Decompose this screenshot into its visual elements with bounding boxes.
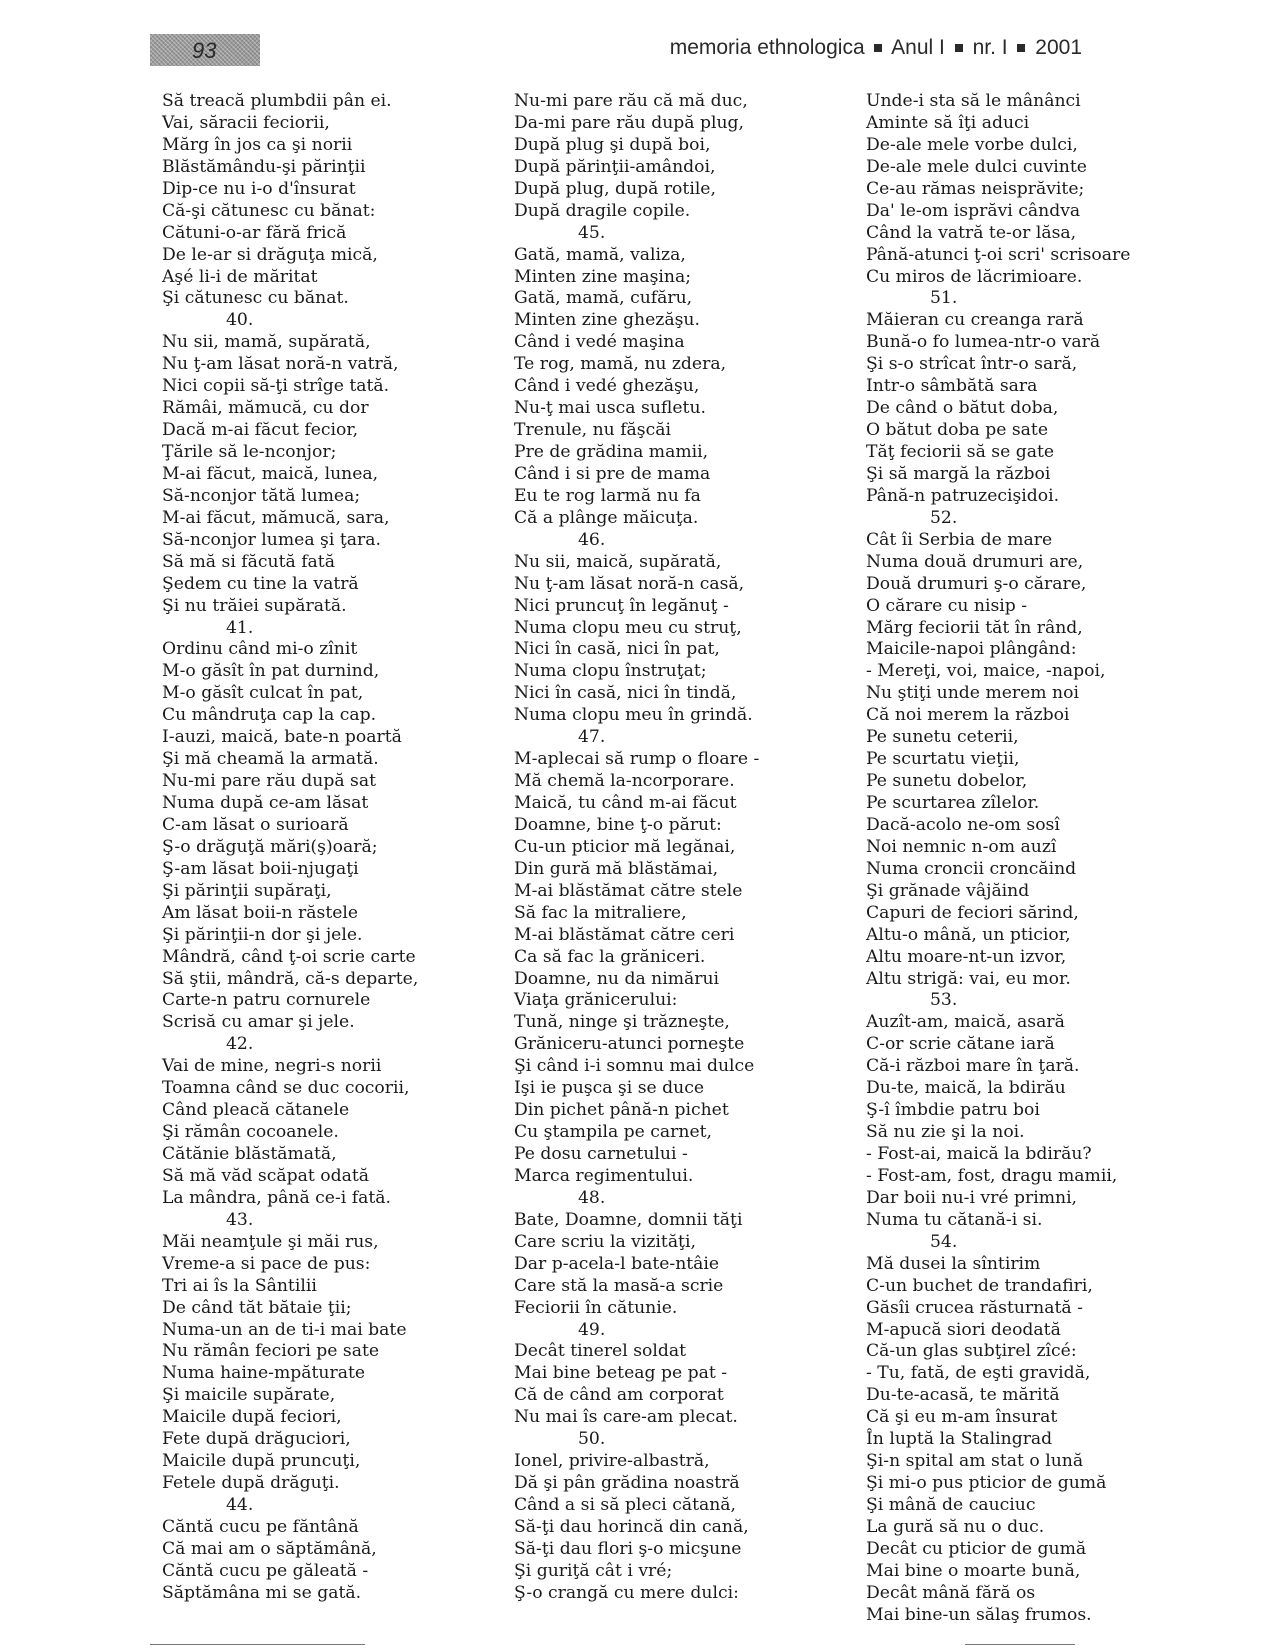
verse-line: Şi când i-i somnu mai dulce	[514, 1056, 755, 1077]
verse-line: Să-nconjor tătă lumea;	[162, 485, 361, 506]
verse-line: - Fost-ai, maică la bdirău?	[866, 1144, 1092, 1164]
verse-line: Decât tinerel soldat	[514, 1341, 687, 1362]
verse-line: Maicile după pruncuţi,	[162, 1451, 361, 1472]
stanza-number: 47.	[578, 727, 606, 748]
verse-line: Gată, mamă, cufăru,	[514, 288, 693, 309]
verse-line: Ce-au rămas neisprăvite;	[866, 178, 1085, 199]
verse-line: La gură să nu o duc.	[866, 1516, 1045, 1537]
verse-line: Tri ai îs la Sântilii	[162, 1275, 317, 1296]
verse-line: Nu sii, maică, supărată,	[514, 551, 722, 572]
verse-line: Şi-n spital am stat o lună	[866, 1451, 1084, 1472]
verse-line: C-un buchet de trandafiri,	[866, 1275, 1093, 1296]
verse-line: Altu-o mână, un pticior,	[866, 924, 1071, 945]
verse-line: Numa-un an de ti-i mai bate	[162, 1319, 407, 1340]
verse-line: Mă dusei la sîntirim	[866, 1253, 1041, 1274]
verse-line: Mândră, când ţ-oi scrie carte	[162, 946, 416, 967]
verse-line: Şi guriţă cât i vré;	[514, 1560, 673, 1581]
verse-line: Pe dosu carnetului -	[514, 1144, 688, 1164]
verse-line: Să-ţi dau horincă din cană,	[514, 1516, 749, 1537]
verse-line: Numa clopu meu cu struţ,	[514, 617, 742, 638]
verse-line: Care stă la masă-a scrie	[514, 1275, 724, 1296]
verse-line: Pe scurtarea zîlelor.	[866, 793, 1040, 813]
verse-line: Şi mi-o pus pticior de gumă	[866, 1473, 1107, 1494]
verse-line: Până-n patruzecişidoi.	[866, 485, 1060, 506]
square-bullet-icon	[1017, 44, 1025, 52]
stanza-number: 46.	[578, 529, 606, 550]
verse-line: După dragile copile.	[514, 200, 691, 221]
verse-line: Că şi eu m-am însurat	[866, 1407, 1058, 1428]
verse-line: Căntă cucu pe făntână	[162, 1516, 359, 1537]
verse-line: Altu strigă: vai, eu mor.	[866, 968, 1071, 989]
verse-line: Tună, ninge şi trăzneşte,	[514, 1012, 730, 1033]
verse-line: Dacă-acolo ne-om sosî	[866, 814, 1060, 835]
verse-line: În luptă la Stalingrad	[866, 1429, 1053, 1450]
verse-line: Capuri de feciori sărind,	[866, 902, 1079, 923]
verse-line: M-ai făcut, maică, lunea,	[162, 463, 379, 484]
verse-line: Mă chemă la-ncorporare.	[514, 771, 735, 792]
verse-line: M-ai făcut, mămucă, sara,	[162, 507, 390, 528]
verse-line: Gată, mamă, valiza,	[514, 244, 686, 265]
verse-line: C-or scrie cătane iară	[866, 1034, 1055, 1055]
stanza-number: 41.	[226, 617, 254, 638]
verse-line: Cu-un pticior mă legănai,	[514, 836, 736, 857]
stanza-number: 48.	[578, 1187, 606, 1208]
verse-line: Te rog, mamă, nu zdera,	[514, 354, 727, 375]
verse-line: Maicile-napoi plângând:	[866, 639, 1077, 660]
verse-line: M-ai blăstămat către stele	[514, 880, 743, 901]
verse-line: Nu ţ-am lăsat noră-n casă,	[514, 573, 745, 594]
verse-line: Găsîi crucea răsturnată -	[866, 1297, 1083, 1318]
verse-line: Viaţa grănicerului:	[514, 990, 678, 1011]
verse-line: Când i vedé maşina	[514, 332, 685, 353]
verse-line: Doamne, nu da nimărui	[514, 968, 720, 989]
verse-line: Din pichet până-n pichet	[514, 1100, 729, 1121]
verse-line: Două drumuri ş-o cărare,	[866, 573, 1087, 594]
verse-line: Trenule, nu făşcăi	[514, 420, 671, 441]
verse-line: I-auzi, maică, bate-n poartă	[162, 727, 402, 748]
verse-line: Dar p-acela-l bate-ntâie	[514, 1253, 720, 1274]
verse-line: Nu ţ-am lăsat noră-n vatră,	[162, 354, 399, 375]
verse-line: Din gură mă blăstămai,	[514, 858, 719, 879]
verse-line: Şi s-o strîcat într-o sară,	[866, 354, 1078, 375]
verse-line: Bună-o fo lumea-ntr-o vară	[866, 332, 1101, 353]
verse-line: Când pleacă cătanele	[162, 1100, 350, 1121]
verse-line: Pe sunetu ceterii,	[866, 727, 1019, 748]
verse-line: Unde-i sta să le mânânci	[866, 91, 1081, 111]
verse-line: O bătut doba pe sate	[866, 420, 1048, 441]
verse-line: Cătănie blăstămată,	[162, 1144, 337, 1164]
verse-line: Marca regimentului.	[514, 1165, 694, 1186]
square-bullet-icon	[874, 44, 882, 52]
page-number-box	[150, 34, 260, 66]
verse-line: Grăniceru-atunci porneşte	[514, 1034, 745, 1055]
verse-line: Numa două drumuri are,	[866, 551, 1084, 572]
verse-line: Nici în casă, nici în tindă,	[514, 683, 737, 704]
verse-line: După plug şi după boi,	[514, 134, 711, 155]
verse-line: Du-te-acasă, te mărită	[866, 1385, 1060, 1406]
verse-line: Numa clopu meu în grindă.	[514, 705, 753, 726]
stanza-number: 49.	[578, 1319, 606, 1340]
verse-line: Că noi merem la război	[866, 705, 1070, 726]
verse-line: M-ai blăstămat către ceri	[514, 924, 735, 945]
verse-line: Nu ştiţi unde merem noi	[866, 683, 1079, 704]
verse-line: Du-te, maică, la bdirău	[866, 1078, 1066, 1099]
verse-line: Tăţ feciorii să se gate	[866, 442, 1055, 462]
verse-line: Căntă cucu pe găleată -	[162, 1560, 369, 1581]
verse-line: Scrisă cu amar şi jele.	[162, 1012, 355, 1033]
verse-line: Numa croncii croncăind	[866, 858, 1077, 879]
journal-title: memoria ethnologica	[669, 36, 865, 59]
verse-line: Şi grănade vâjăind	[866, 880, 1030, 901]
verse-line: Când a si să pleci cătană,	[514, 1495, 737, 1515]
verse-line: Minten zine ghezăşu.	[514, 310, 700, 331]
volume-label: Anul I	[891, 36, 945, 59]
footer-rule-right	[965, 1644, 1075, 1645]
verse-line: M-o găsît în pat durnind,	[162, 661, 380, 682]
verse-line: Ş-o drăguţă mări(ş)oară;	[162, 836, 378, 857]
footer-rule-left	[150, 1644, 365, 1645]
verse-line: Că-i război mare în ţară.	[866, 1056, 1080, 1077]
verse-line: - Mereţi, voi, maice, -napoi,	[866, 661, 1106, 682]
verse-line: Işi ie puşca şi se duce	[514, 1078, 705, 1099]
verse-line: Da' le-om isprăvi cândva	[866, 200, 1081, 221]
verse-line: M-apucă siori deodată	[866, 1319, 1061, 1340]
verse-line: Doamne, bine ţ-o părut:	[514, 814, 722, 835]
verse-line: Auzît-am, maică, asară	[866, 1012, 1065, 1033]
verse-line: Mai bine-un sălaş frumos.	[866, 1604, 1092, 1625]
verse-line: Nu sii, mamă, supărată,	[162, 332, 371, 353]
square-bullet-icon	[955, 44, 963, 52]
verse-line: Eu te rog larmă nu fa	[514, 485, 701, 506]
verse-line: Să fac la mitraliere,	[514, 902, 687, 923]
verse-line: Săptămâna mi se gată.	[162, 1582, 362, 1603]
poem-column-2	[514, 91, 759, 1605]
verse-line: Şi nu trăiei supărată.	[162, 595, 347, 616]
verse-line: C-am lăsat o surioară	[162, 814, 349, 835]
verse-line: Dă şi pân grădina noastră	[514, 1473, 740, 1494]
verse-line: Nu mai îs care-am plecat.	[514, 1407, 738, 1428]
verse-line: Şi mă cheamă la armată.	[162, 749, 379, 770]
stanza-number: 51.	[930, 288, 958, 309]
verse-line: Fete după drăguciori,	[162, 1429, 351, 1450]
poem-column-1	[162, 91, 418, 1605]
verse-line: După părinţii-amândoi,	[514, 156, 716, 177]
verse-line: Şi mână de cauciuc	[866, 1495, 1036, 1515]
verse-line: Aminte să îţi aduci	[866, 112, 1030, 133]
verse-line: Când la vatră te-or lăsa,	[866, 222, 1077, 243]
stanza-number: 54.	[930, 1231, 958, 1252]
verse-line: Şi cătunesc cu bănat.	[162, 288, 349, 309]
verse-line: Nici pruncuţ în legănuţ -	[514, 595, 729, 616]
verse-line: Măi neamţule şi măi rus,	[162, 1231, 379, 1252]
verse-line: Până-atunci ţ-oi scri' scrisoare	[866, 244, 1131, 265]
verse-line: Am lăsat boii-n răstele	[162, 902, 359, 923]
verse-line: Dar boii nu-i vré primni,	[866, 1187, 1078, 1208]
verse-line: Să nu zie şi la noi.	[866, 1122, 1025, 1143]
verse-line: Mai bine o moarte bună,	[866, 1560, 1081, 1581]
verse-line: Vai de mine, negri-s norii	[162, 1056, 382, 1077]
verse-line: Să-ţi dau flori ş-o micşune	[514, 1538, 742, 1559]
verse-line: Numa haine-mpăturate	[162, 1363, 366, 1384]
verse-line: Dacă m-ai făcut fecior,	[162, 420, 359, 441]
verse-line: Mărg feciorii tăt în rând,	[866, 617, 1083, 638]
verse-line: Ca să fac la grăniceri.	[514, 946, 706, 967]
year-label: 2001	[1035, 36, 1082, 59]
verse-line: Decât cu pticior de gumă	[866, 1538, 1087, 1559]
verse-line: Când i si pre de mama	[514, 463, 711, 484]
stanza-number: 42.	[226, 1034, 254, 1055]
verse-line: Ş-î îmbdie patru boi	[866, 1100, 1040, 1121]
verse-line: Măieran cu creanga rară	[866, 310, 1084, 331]
verse-line: Că-şi cătunesc cu bănat:	[162, 200, 376, 221]
verse-line: La mândra, până ce-i fată.	[162, 1187, 391, 1208]
verse-line: Feciorii în cătunie.	[514, 1297, 678, 1318]
stanza-number: 53.	[930, 990, 958, 1011]
verse-line: Ţările să le-nconjor;	[162, 442, 337, 462]
verse-line: Pre de grădina mamii,	[514, 442, 709, 462]
verse-line: Pe scurtatu vieţii,	[866, 749, 1020, 770]
verse-line: Ş-o crangă cu mere dulci:	[514, 1582, 739, 1603]
verse-line: Ionel, privire-albastră,	[514, 1451, 710, 1472]
verse-line: De-ale mele vorbe dulci,	[866, 134, 1078, 155]
verse-line: Şedem cu tine la vatră	[162, 573, 359, 594]
stanza-number: 52.	[930, 507, 958, 528]
stanza-number: 45.	[578, 222, 606, 243]
verse-line: Nu-mi pare rău după sat	[162, 771, 377, 792]
verse-line: De le-ar si drăguţa mică,	[162, 244, 378, 265]
verse-line: De-ale mele dulci cuvinte	[866, 156, 1087, 177]
issue-label: nr. I	[972, 36, 1008, 59]
verse-line: Când i vedé ghezăşu,	[514, 376, 700, 397]
verse-line: De când tăt bătaie ţii;	[162, 1297, 352, 1318]
verse-line: Rămâi, mămucă, cu dor	[162, 398, 369, 419]
verse-line: Că mai am o săptămână,	[162, 1538, 377, 1559]
verse-line: Decât mână fără os	[866, 1582, 1036, 1603]
verse-line: Vai, săracii feciorii,	[162, 112, 330, 133]
verse-line: M-o găsît culcat în pat,	[162, 683, 364, 704]
verse-line: - Fost-am, fost, dragu mamii,	[866, 1165, 1118, 1186]
stanza-number: 50.	[578, 1429, 606, 1450]
verse-line: Cât îi Serbia de mare	[866, 529, 1053, 550]
verse-line: Minten zine maşina;	[514, 266, 692, 287]
verse-line: Şi părinţii supăraţi,	[162, 880, 332, 901]
verse-line: Dip-ce nu i-o d'însurat	[162, 178, 356, 199]
verse-line: Nici copii să-ţi strîge tată.	[162, 376, 390, 397]
running-header	[670, 36, 1082, 60]
verse-line: Care scriu la vizităţi,	[514, 1231, 696, 1252]
verse-line: Noi nemnic n-om auzî	[866, 836, 1057, 857]
verse-line: - Tu, fată, de eşti gravidă,	[866, 1363, 1091, 1384]
verse-line: Numa după ce-am lăsat	[162, 793, 369, 813]
verse-line: Că a plânge măicuţa.	[514, 507, 699, 528]
verse-line: Intr-o sâmbătă sara	[866, 376, 1038, 397]
stanza-number: 44.	[226, 1495, 254, 1515]
verse-line: Că de când am corporat	[514, 1385, 724, 1406]
verse-line: Că-un glas subţirel zîcé:	[866, 1341, 1077, 1362]
verse-line: Altu moare-nt-un izvor,	[866, 946, 1067, 967]
verse-line: Să ştii, mândră, că-s departe,	[162, 968, 419, 989]
verse-line: De când o bătut doba,	[866, 398, 1059, 419]
verse-line: Să treacă plumbdii pân ei.	[162, 91, 392, 111]
verse-line: Carte-n patru cornurele	[162, 990, 371, 1011]
page-number: 93	[192, 38, 217, 63]
verse-line: Maicile după feciori,	[162, 1407, 342, 1428]
verse-line: Ş-am lăsat boii-njugaţi	[162, 858, 359, 879]
verse-line: O cărare cu nisip -	[866, 595, 1028, 616]
verse-line: După plug, după rotile,	[514, 178, 716, 199]
verse-line: Da-mi pare rău după plug,	[514, 112, 745, 133]
verse-line: Să mă si făcută fată	[162, 551, 335, 572]
verse-line: Nici în casă, nici în pat,	[514, 639, 720, 660]
verse-line: Toamna când se duc cocorii,	[162, 1078, 410, 1099]
verse-line: Să mă văd scăpat odată	[162, 1165, 369, 1186]
verse-line: Nu rămân feciori pe sate	[162, 1341, 380, 1362]
stanza-number: 40.	[226, 310, 254, 331]
poem-column-3	[866, 91, 1130, 1627]
verse-line: Ordinu când mi-o zînit	[162, 639, 358, 660]
verse-line: Aşé li-i de măritat	[162, 266, 318, 287]
verse-line: Şi rămân cocoanele.	[162, 1122, 339, 1143]
verse-line: Fetele după drăguţi.	[162, 1473, 340, 1494]
verse-line: Numa tu cătană-i si.	[866, 1209, 1043, 1230]
stanza-number: 43.	[226, 1209, 254, 1230]
verse-line: Cu miros de lăcrimioare.	[866, 266, 1083, 287]
verse-line: Bate, Doamne, domnii tăţi	[514, 1209, 743, 1230]
verse-line: Nu-mi pare rău că mă duc,	[514, 91, 748, 111]
verse-line: Şi să margă la război	[866, 463, 1051, 484]
verse-line: Mai bine beteag pe pat -	[514, 1363, 728, 1384]
verse-line: Vreme-a si pace de pus:	[162, 1253, 371, 1274]
verse-line: Cu mândruţa cap la cap.	[162, 705, 377, 726]
verse-line: Cătuni-o-ar fără frică	[162, 222, 347, 243]
verse-line: Cu ştampila pe carnet,	[514, 1122, 713, 1143]
verse-line: Pe sunetu dobelor,	[866, 771, 1028, 792]
verse-line: Nu-ţ mai usca sufletu.	[514, 398, 706, 419]
verse-line: Mărg în jos ca şi norii	[162, 134, 353, 155]
verse-line: Maică, tu când m-ai făcut	[514, 793, 737, 813]
verse-line: Şi părinţii-n dor şi jele.	[162, 924, 363, 945]
verse-line: Să-nconjor lumea şi ţara.	[162, 529, 381, 550]
verse-line: Numa clopu înstruţat;	[514, 661, 707, 682]
verse-line: M-aplecai să rump o floare -	[514, 749, 760, 770]
verse-line: Blăstămându-şi părinţii	[162, 156, 366, 177]
verse-line: Şi maicile supărate,	[162, 1385, 336, 1406]
